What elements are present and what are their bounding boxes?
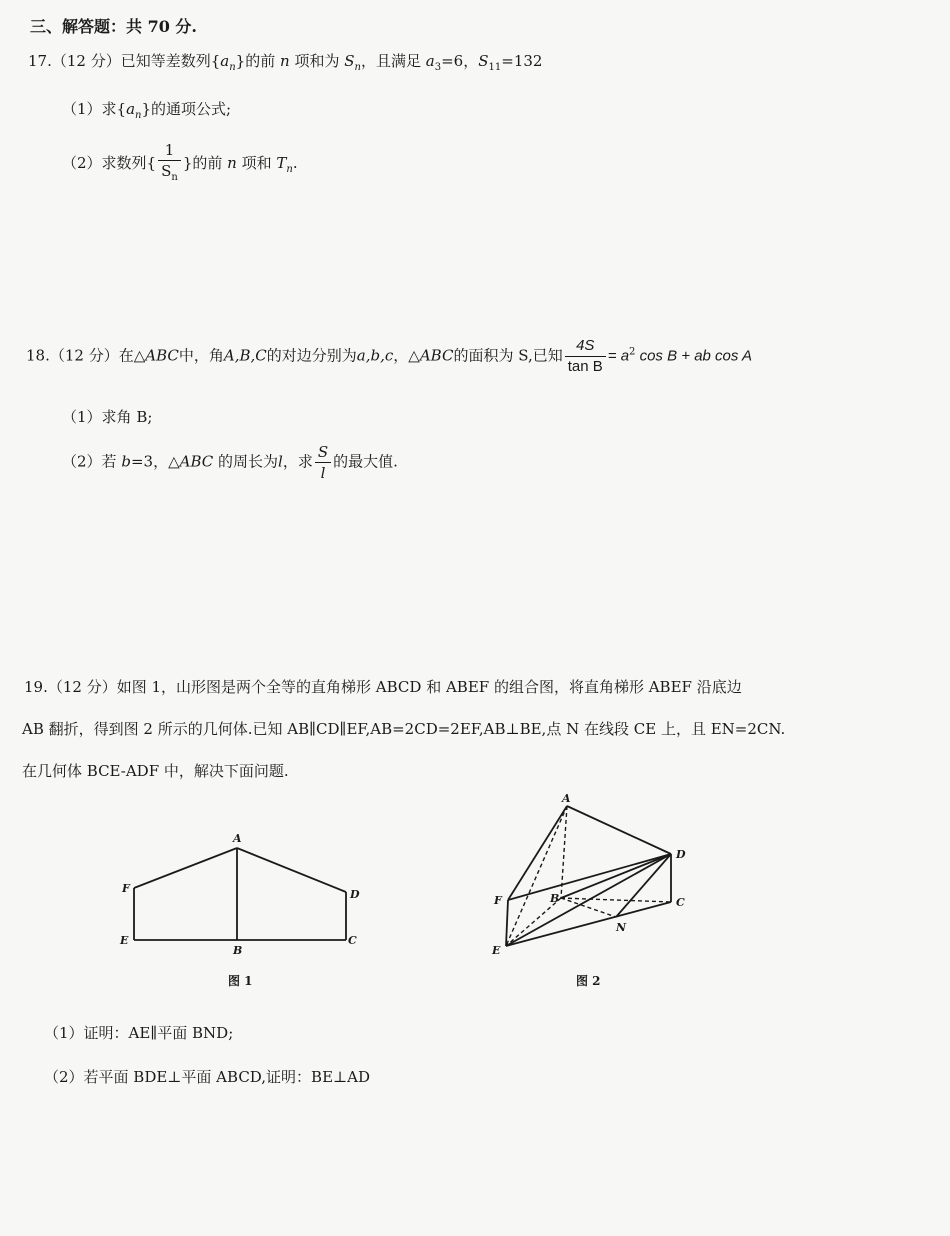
q18-part2-frac-numerator: S [315, 442, 331, 463]
figure-1-caption: 图 1 [228, 974, 253, 988]
q17-sub-n: n [135, 110, 142, 121]
q17-var-a: a [126, 100, 136, 118]
fig2-label-C: C [676, 896, 685, 909]
q19-line3: 在几何体 BCE-ADF 中，解决下面问题. [22, 762, 289, 780]
q17-var-S: S [344, 52, 355, 70]
figure-1 [112, 826, 372, 966]
q17-fraction [158, 140, 181, 188]
q18-part2-text: 的周长为 [218, 452, 279, 471]
q17-number: 17. [28, 52, 52, 70]
q18-text: 中，角 [178, 346, 224, 365]
q17-text: 项和为 [294, 52, 340, 70]
q18-part1 [62, 406, 152, 427]
fig1-label-C: C [348, 934, 357, 947]
q18-part2-fraction [315, 442, 331, 483]
q18-part2-text: 若 [101, 452, 117, 471]
fig2-hidden-BC [561, 898, 671, 902]
q17-part1-text: 求{ [101, 100, 127, 118]
fig2-label-D: D [676, 848, 686, 861]
fig2-edge-EC [506, 902, 671, 946]
q19-part1: （1）证明：AE∥平面 BND; [44, 1024, 234, 1042]
q17-part1 [62, 98, 231, 121]
q18-text: 的对边分别为 [266, 346, 357, 365]
q17-cond1-var: a [425, 52, 435, 70]
fig2-edge-AD [567, 806, 671, 854]
q17-part2 [62, 140, 298, 188]
q18-text: 的面积为 S,已知 [453, 346, 563, 365]
q17-cond1-val: =6， [441, 52, 479, 70]
fig2-label-E: E [492, 944, 501, 957]
q17-cond2-val: =132 [501, 52, 543, 70]
q17-frac-numerator: 1 [158, 140, 181, 161]
q17-part2-text: }的前 [182, 154, 223, 172]
q18-rhs-sup: 2 [629, 346, 636, 358]
q18-triangle: ABC [145, 346, 179, 365]
q17-part2-end: . [292, 154, 298, 172]
q18-part1-label: （1） [62, 408, 102, 426]
fig1-edge-AF [134, 848, 237, 888]
q17-var-n: n [227, 154, 237, 172]
fig2-label-N: N [616, 921, 627, 934]
section-title: 三、解答题：共 70 分. [30, 17, 197, 36]
q18-stem [26, 336, 752, 377]
q17-cond2-var: S [478, 52, 489, 70]
q17-cond2-sub: 11 [488, 62, 502, 73]
q17-part1-text: }的通项公式; [141, 100, 232, 118]
q18-rhs-a: = a [607, 347, 630, 365]
q17-text: 已知等差数列{ [120, 52, 221, 70]
q17-text: ，且满足 [360, 52, 421, 70]
q18-var-l: l [278, 452, 283, 471]
fig2-label-A: A [562, 792, 571, 805]
q18-part2-frac-denominator: l [320, 464, 326, 482]
q18-part2-text: 的最大值. [333, 452, 398, 471]
q17-var-a: a [220, 52, 230, 70]
q17-part2-label: （2） [62, 154, 102, 172]
fig2-edge-FE [506, 900, 508, 946]
q18-frac-numerator: 4S [565, 336, 606, 357]
q17-text: }的前 [235, 52, 276, 70]
fig1-edge-AD [237, 848, 346, 892]
q18-frac-denominator: tan B [567, 358, 603, 375]
q17-var-n: n [280, 52, 290, 70]
fig1-label-D: D [350, 888, 360, 901]
q19-line2: AB 翻折，得到图 2 所示的几何体.已知 AB∥CD∥EF,AB=2CD=2EF,AB⊥BE,点 N 在线段 CE 上，且 EN=2CN. [22, 720, 786, 738]
fig2-label-B: B [550, 892, 560, 905]
figure-2-caption: 图 2 [576, 974, 601, 988]
q18-part2-label: （2） [62, 452, 102, 471]
q18-part2-text: ，求 [282, 452, 313, 471]
q18-triangle: ABC [419, 346, 454, 365]
q18-part2-text: =3，△ [130, 452, 180, 471]
q17-part2-text: 求数列{ [101, 154, 157, 172]
q17-var-T: T [276, 154, 287, 172]
q18-var-b: b [121, 452, 131, 471]
q18-number: 18. [26, 346, 50, 365]
fig1-label-F: F [122, 882, 130, 895]
q17-frac-denominator: S [161, 162, 172, 180]
q17-cond1-sub: 3 [434, 62, 442, 73]
q17-frac-denominator-sub: n [171, 172, 178, 183]
figure-2 [488, 790, 708, 970]
q18-part1-text: 求角 B; [101, 408, 153, 426]
q17-part1-label: （1） [62, 100, 102, 118]
q18-triangle: ABC [179, 452, 214, 471]
fig1-label-E: E [120, 934, 129, 947]
fig1-label-A: A [233, 832, 242, 845]
fig1-label-B: B [233, 944, 243, 957]
q17-sub-n: n [229, 62, 236, 73]
q18-text: ，△ [393, 346, 420, 365]
fig2-hidden-AE [506, 806, 567, 946]
fig2-edge-ND [616, 854, 671, 917]
fig2-label-F: F [494, 894, 502, 907]
q18-sides: a,b,c [356, 346, 394, 365]
q19-part2: （2）若平面 BDE⊥平面 ABCD,证明：BE⊥AD [44, 1068, 370, 1086]
q18-part2 [62, 442, 398, 483]
q17-sub-n: n [286, 164, 293, 175]
q18-text: 在△ [118, 346, 146, 365]
q18-rhs-b: cos B + ab cos A [635, 347, 753, 365]
q17-sub-n: n [354, 62, 361, 73]
q17-part2-text: 项和 [241, 154, 272, 172]
q18-angles: A,B,C [223, 346, 267, 365]
q19-line1: 19.（12 分）如图 1，山形图是两个全等的直角梯形 ABCD 和 ABEF 的组合图，将直角梯形 ABEF 沿底边 [24, 678, 742, 696]
q17-score: （12 分） [51, 52, 121, 70]
q18-score: （12 分） [49, 346, 119, 365]
q18-fraction [565, 336, 606, 377]
fig2-edge-ED [506, 854, 671, 946]
q17-stem [28, 50, 542, 73]
fig2-edge-BD [561, 854, 671, 898]
